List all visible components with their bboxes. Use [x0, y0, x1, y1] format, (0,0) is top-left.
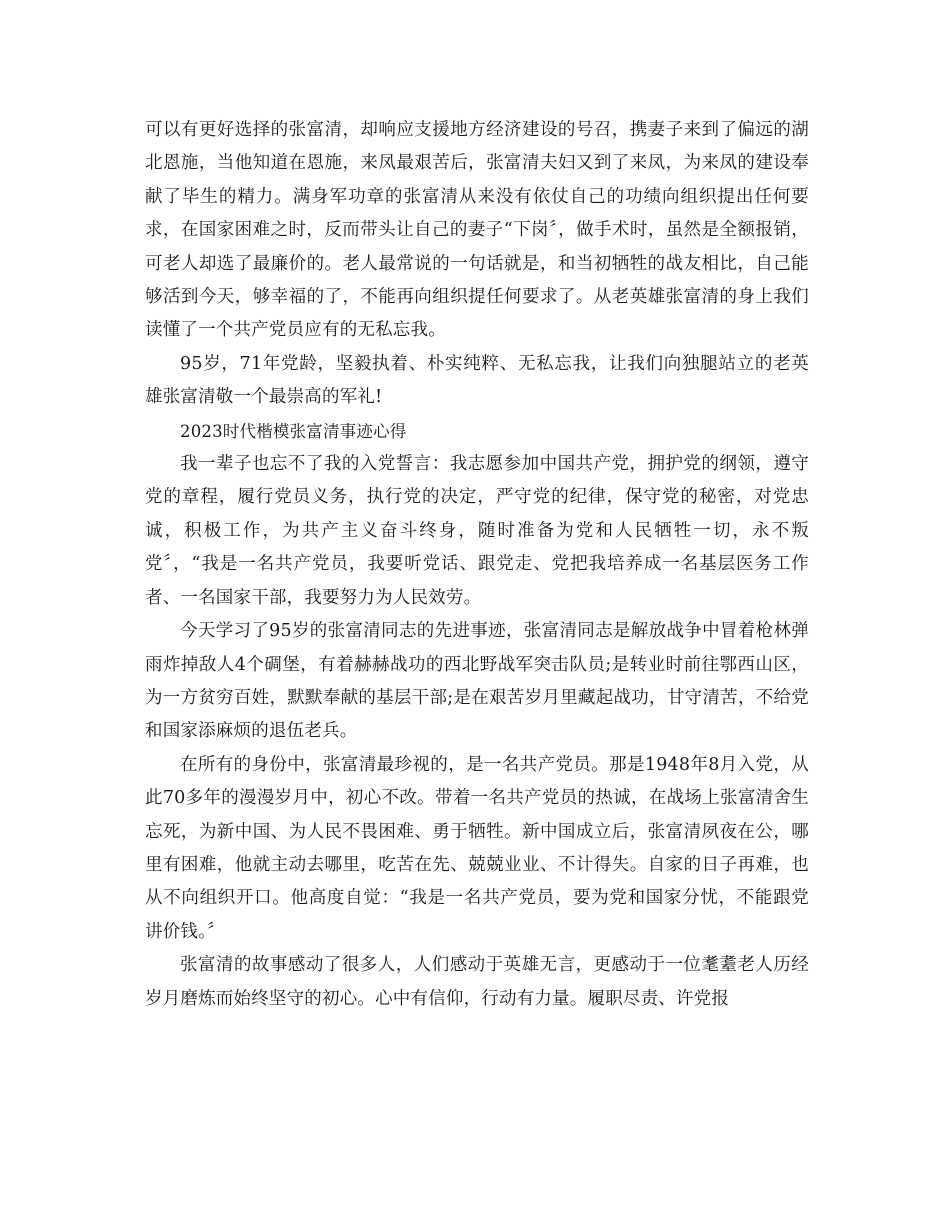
- paragraph-6: 张富清的故事感动了很多人，人们感动于英雄无言，更感动于一位耄耋老人历经岁月磨炼而始终坚守的初心。心中有信仰，行动有力量。履职尽责、许党报: [145, 955, 809, 1009]
- document-page: [145, 114, 809, 1016]
- paragraph-5: 在所有的身份中，张富清最珍视的，是一名共产党员。那是1948年8月入党，从此70多年的漫漫岁月中，初心不改。带着一名共产党员的热诚，在战场上张富清舍生忘死，为新中国、为人民不畏困难、勇于牺牲。新中国成立后，张富清夙夜在公，哪里有困难，他就主动去哪里，吃苦在先、兢兢业业、不计得失。自家的日子再难，也从不向组织开口。他高度自觉：“我是一名共产党员，要为党和国家分忧，不能跟党讲价钱。〞: [145, 754, 809, 942]
- paragraph-3: 我一辈子也忘不了我的入党誓言：我志愿参加中国共产党，拥护党的纲领，遵守党的章程，履行党员义务，执行党的决定，严守党的纪律，保守党的秘密，对党忠诚，积极工作，为共产主义奋斗终身，随时准备为党和人民牺牲一切，永不叛党〞，“我是一名共产党员，我要听党话、跟党走、党把我培养成一名基层医务工作者、一名国家干部，我要努力为人民效劳。: [145, 454, 809, 608]
- paragraph-4: 今天学习了95岁的张富清同志的先进事迹，张富清同志是解放战争中冒着枪林弹雨炸掉敌人4个碉堡，有着赫赫战功的西北野战军突击队员;是转业时前往鄂西山区，为一方贫穷百姓，默默奉献的基层干部;是在艰苦岁月里藏起战功，甘守清苦，不给党和国家添麻烦的退伍老兵。: [145, 621, 809, 742]
- paragraph-2: 95岁，71年党龄，坚毅执着、朴实纯粹、无私忘我，让我们向独腿站立的老英雄张富清敬一个最崇高的军礼!: [145, 353, 809, 408]
- section-heading: 2023时代楷模张富清事迹心得: [180, 421, 407, 441]
- paragraph-1: 可以有更好选择的张富清，却响应支援地方经济建设的号召，携妻子来到了偏远的湖北恩施，当他知道在恩施，来凤最艰苦后，张富清夫妇又到了来凤，为来凤的建设奉献了毕生的精力。满身军功章的张富清从来没有依仗自己的功绩向组织提出任何要求，在国家困难之时，反而带头让自己的妻子“下岗〞，做手术时，虽然是全额报销，可老人却选了最廉价的。老人最常说的一句话就是，和当初牺牲的战友相比，自己能够活到今天，够幸福的了，不能再向组织提任何要求了。从老英雄张富清的身上我们读懂了一个共产党员应有的无私忘我。: [145, 120, 809, 341]
